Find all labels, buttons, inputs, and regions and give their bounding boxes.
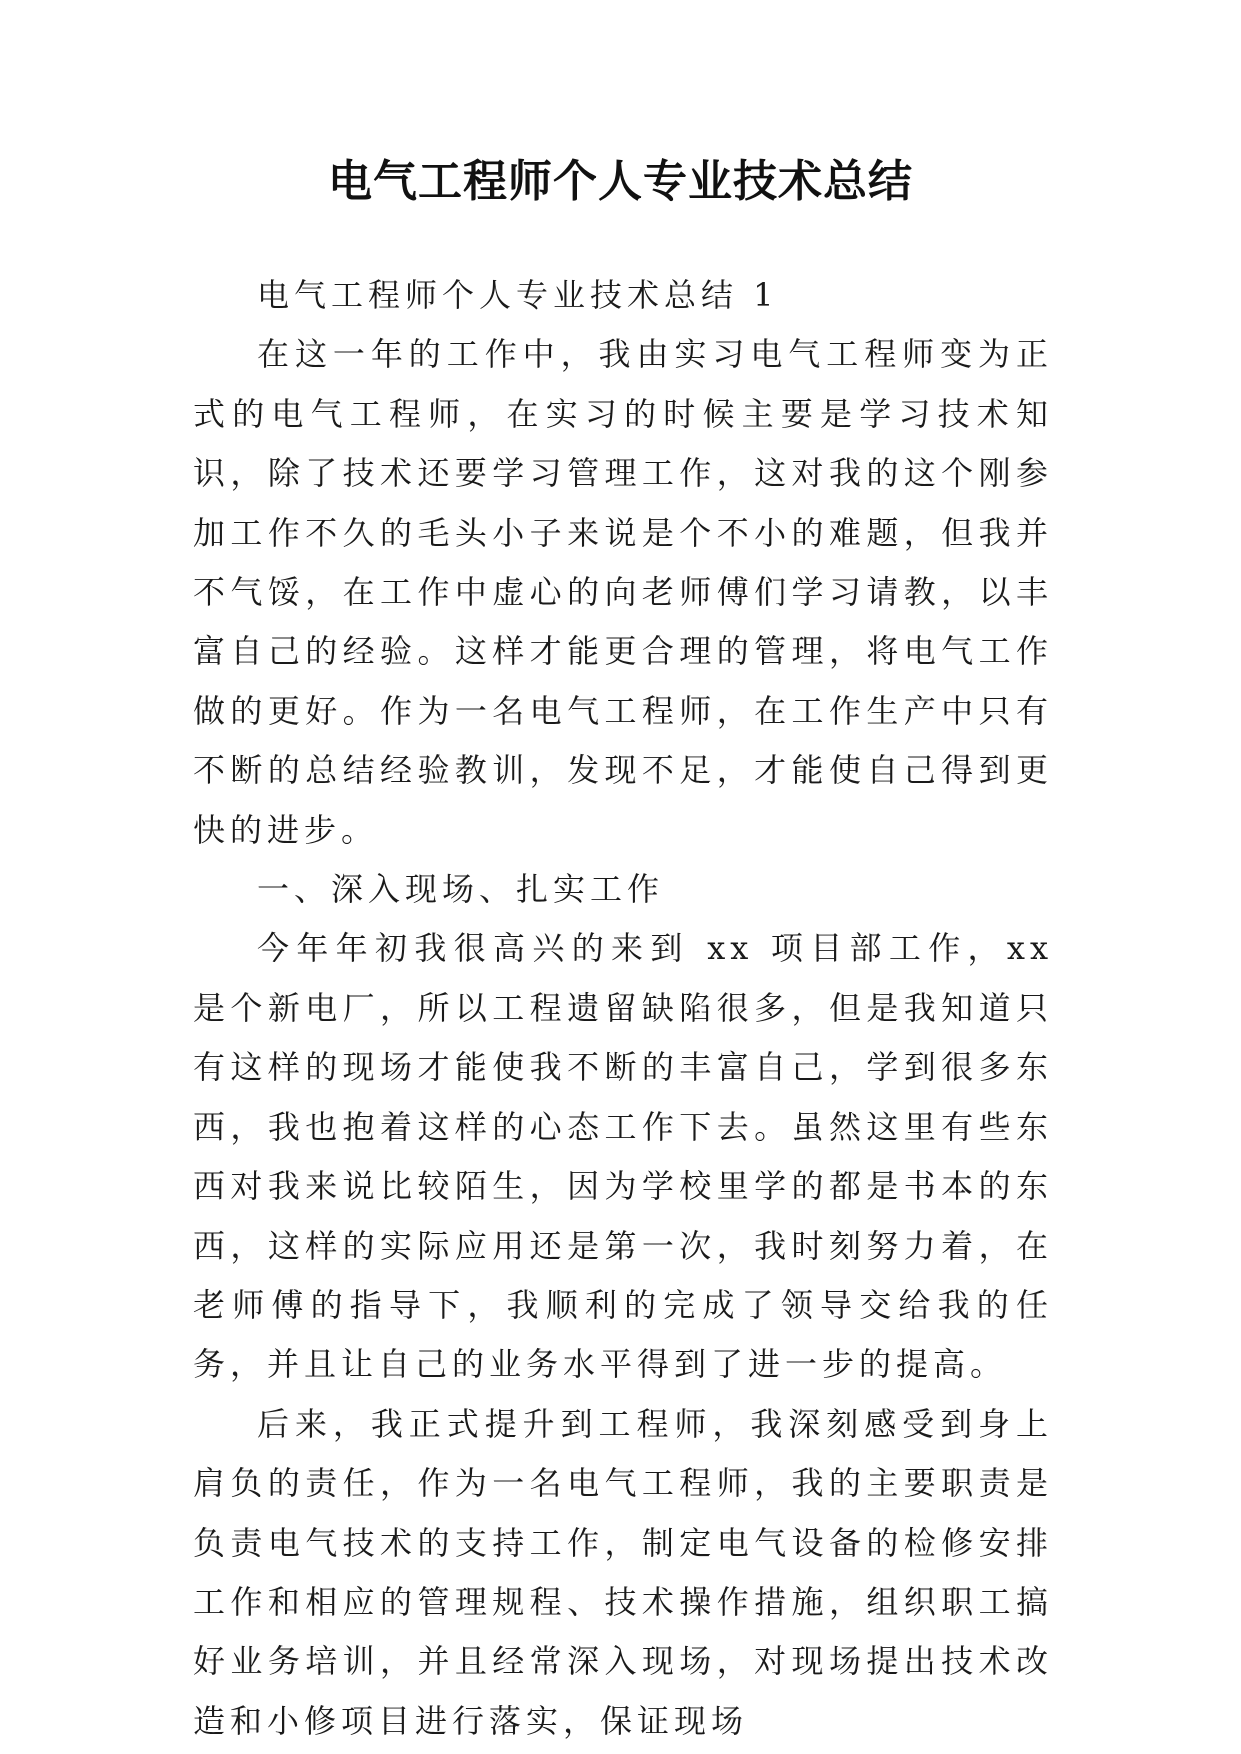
document-title: 电气工程师个人专业技术总结 <box>328 156 913 207</box>
document-body <box>193 266 1053 1751</box>
section-heading-1: 一、深入现场、扎实工作 <box>257 870 665 909</box>
paragraph-intro: 在这一年的工作中，我由实习电气工程师变为正式的电气工程师，在实习的时候主要是学习技术知识，除了技术还要学习管理工作，这对我的这个刚参加工作不久的毛头小子来说是个不小的难题，但我并不气馁，在工作中虚心的向老师傅们学习请教，以丰富自己的经验。这样才能更合理的管理，将电气工作做的更好。作为一名电气工程师，在工作生产中只有不断的总结经验教训，发现不足，才能使自己得到更快的进步。 <box>193 335 1053 849</box>
paragraph-promotion: 后来，我正式提升到工程师，我深刻感受到身上肩负的责任，作为一名电气工程师，我的主要职责是负责电气技术的支持工作，制定电气设备的检修安排工作和相应的管理规程、技术操作措施，组织职工搞好业务培训，并且经常深入现场，对现场提出技术改造和小修项目进行落实，保证现场 <box>193 1404 1053 1740</box>
paragraph-section-1: 今年年初我很高兴的来到 xx 项目部工作，xx 是个新电厂，所以工程遗留缺陷很多，但是我知道只有这样的现场才能使我不断的丰富自己，学到很多东西，我也抱着这样的心态工作下去。虽然这里有些东西对我来说比较陌生，因为学校里学的都是书本的东西，这样的实际应用还是第一次，我时刻努力着，在老师傅的指导下，我顺利的完成了领导交给我的任务，并且让自己的业务水平得到了进一步的提高。 <box>193 929 1053 1384</box>
paragraph-subtitle: 电气工程师个人专业技术总结 1 <box>257 276 779 314</box>
